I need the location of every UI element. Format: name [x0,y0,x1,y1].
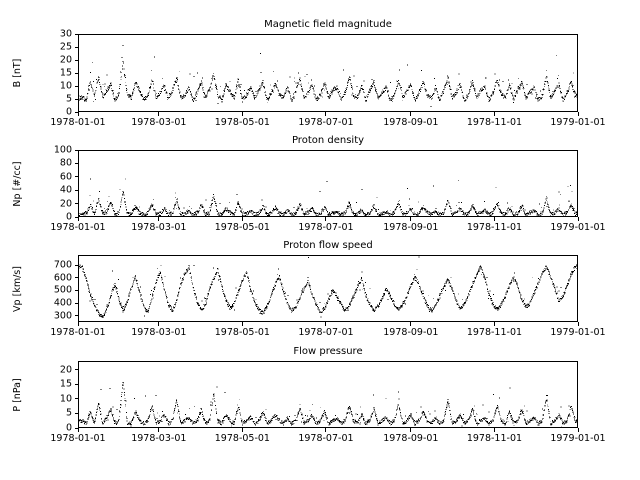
y-tick-label: 20 [59,364,72,376]
y-tick-label: 5 [65,93,72,105]
y-tick-mark [75,369,79,370]
y-tick-label: 600 [53,272,72,284]
y-tick-label: 10 [59,80,72,92]
plot-area [78,34,578,112]
x-tick-mark [325,428,326,432]
y-tick-label: 0 [65,422,72,434]
x-tick-mark [242,322,243,326]
x-tick-mark [158,428,159,432]
x-tick-mark [578,428,579,432]
y-tick-mark [75,176,79,177]
x-tick-label: 1979-01-01 [550,433,606,444]
y-tick-label: 30 [59,28,72,40]
y-tick-label: 60 [59,171,72,183]
panel-title: Proton flow speed [283,240,373,251]
x-tick-label: 1978-01-01 [50,222,106,233]
x-tick-mark [242,217,243,221]
y-tick-label: 100 [53,144,72,156]
x-tick-label: 1978-09-01 [383,327,439,338]
x-tick-label: 1978-05-01 [214,327,270,338]
y-tick-mark [75,384,79,385]
x-tick-mark [242,112,243,116]
panel-title: Flow pressure [293,346,363,357]
scatter-points [79,362,578,428]
x-tick-label: 1978-11-01 [466,433,523,444]
y-tick-label: 0 [65,106,72,118]
y-tick-mark [75,265,79,266]
x-tick-mark [158,112,159,116]
x-tick-label: 1978-09-01 [383,433,439,444]
y-tick-mark [75,413,79,414]
x-tick-label: 1978-11-01 [466,222,523,233]
x-tick-mark [158,322,159,326]
x-tick-label: 1978-07-01 [298,327,354,338]
y-tick-mark [75,47,79,48]
x-tick-mark [242,428,243,432]
x-tick-label: 1978-11-01 [466,327,523,338]
x-tick-mark [410,217,411,221]
x-tick-label: 1978-03-01 [131,433,187,444]
y-tick-label: 25 [59,41,72,53]
y-axis-label: P [nPa] [12,377,23,412]
y-tick-mark [75,73,79,74]
x-tick-label: 1978-01-01 [50,433,106,444]
x-tick-label: 1978-05-01 [214,222,270,233]
panel-title: Magnetic field magnitude [264,19,392,30]
plot-area [78,255,578,322]
x-tick-label: 1978-07-01 [298,117,354,128]
chart-panel-3 [12,240,606,338]
chart-panel-2 [12,135,606,233]
y-tick-label: 15 [59,378,72,390]
x-tick-mark [410,428,411,432]
x-tick-label: 1978-03-01 [131,327,187,338]
x-tick-label: 1979-01-01 [550,222,606,233]
y-tick-mark [75,315,79,316]
y-axis-label: Np [#/cc] [12,160,23,207]
x-tick-mark [494,217,495,221]
y-tick-mark [75,163,79,164]
x-tick-mark [494,428,495,432]
x-tick-label: 1978-01-01 [50,117,106,128]
x-tick-label: 1978-05-01 [214,117,270,128]
y-axis-label: Vp [km/s] [12,265,23,312]
scatter-points [79,256,578,322]
x-tick-mark [325,112,326,116]
y-tick-label: 5 [65,407,72,419]
y-tick-mark [75,203,79,204]
x-tick-mark [410,322,411,326]
x-tick-mark [78,217,79,221]
y-tick-label: 400 [53,297,72,309]
x-tick-label: 1978-03-01 [131,117,187,128]
x-tick-mark [578,322,579,326]
y-tick-label: 40 [59,184,72,196]
y-tick-label: 300 [53,310,72,322]
y-tick-mark [75,86,79,87]
y-tick-mark [75,290,79,291]
x-tick-mark [78,112,79,116]
x-tick-label: 1978-01-01 [50,327,106,338]
chart-panel-4 [12,346,606,444]
y-tick-mark [75,99,79,100]
y-tick-label: 10 [59,393,72,405]
x-tick-mark [494,322,495,326]
y-tick-mark [75,190,79,191]
y-tick-label: 500 [53,284,72,296]
x-tick-mark [410,112,411,116]
panel-title: Proton density [291,135,365,146]
x-tick-mark [78,428,79,432]
x-tick-label: 1979-01-01 [550,117,606,128]
y-tick-label: 15 [59,67,72,79]
y-tick-mark [75,150,79,151]
y-tick-label: 80 [59,157,72,169]
x-tick-label: 1978-09-01 [383,117,439,128]
x-tick-label: 1978-07-01 [298,222,354,233]
y-tick-label: 0 [65,211,72,223]
x-tick-mark [325,322,326,326]
x-tick-mark [494,112,495,116]
y-tick-mark [75,277,79,278]
y-tick-mark [75,34,79,35]
x-tick-label: 1979-01-01 [550,327,606,338]
plot-area [78,150,578,217]
x-tick-label: 1978-07-01 [298,433,354,444]
y-tick-mark [75,60,79,61]
scatter-points [79,35,578,112]
x-tick-mark [578,112,579,116]
x-tick-mark [158,217,159,221]
chart-panel-1 [12,19,606,128]
y-tick-label: 20 [59,198,72,210]
x-tick-label: 1978-03-01 [131,222,187,233]
x-tick-mark [578,217,579,221]
y-tick-label: 20 [59,54,72,66]
y-tick-mark [75,398,79,399]
x-tick-label: 1978-09-01 [383,222,439,233]
x-tick-label: 1978-11-01 [466,117,523,128]
y-tick-mark [75,303,79,304]
x-tick-mark [325,217,326,221]
scatter-points [79,151,578,217]
x-tick-label: 1978-05-01 [214,433,270,444]
y-axis-label: B [nT] [12,58,23,88]
x-tick-mark [78,322,79,326]
y-tick-label: 700 [53,259,72,271]
plot-area [78,361,578,428]
